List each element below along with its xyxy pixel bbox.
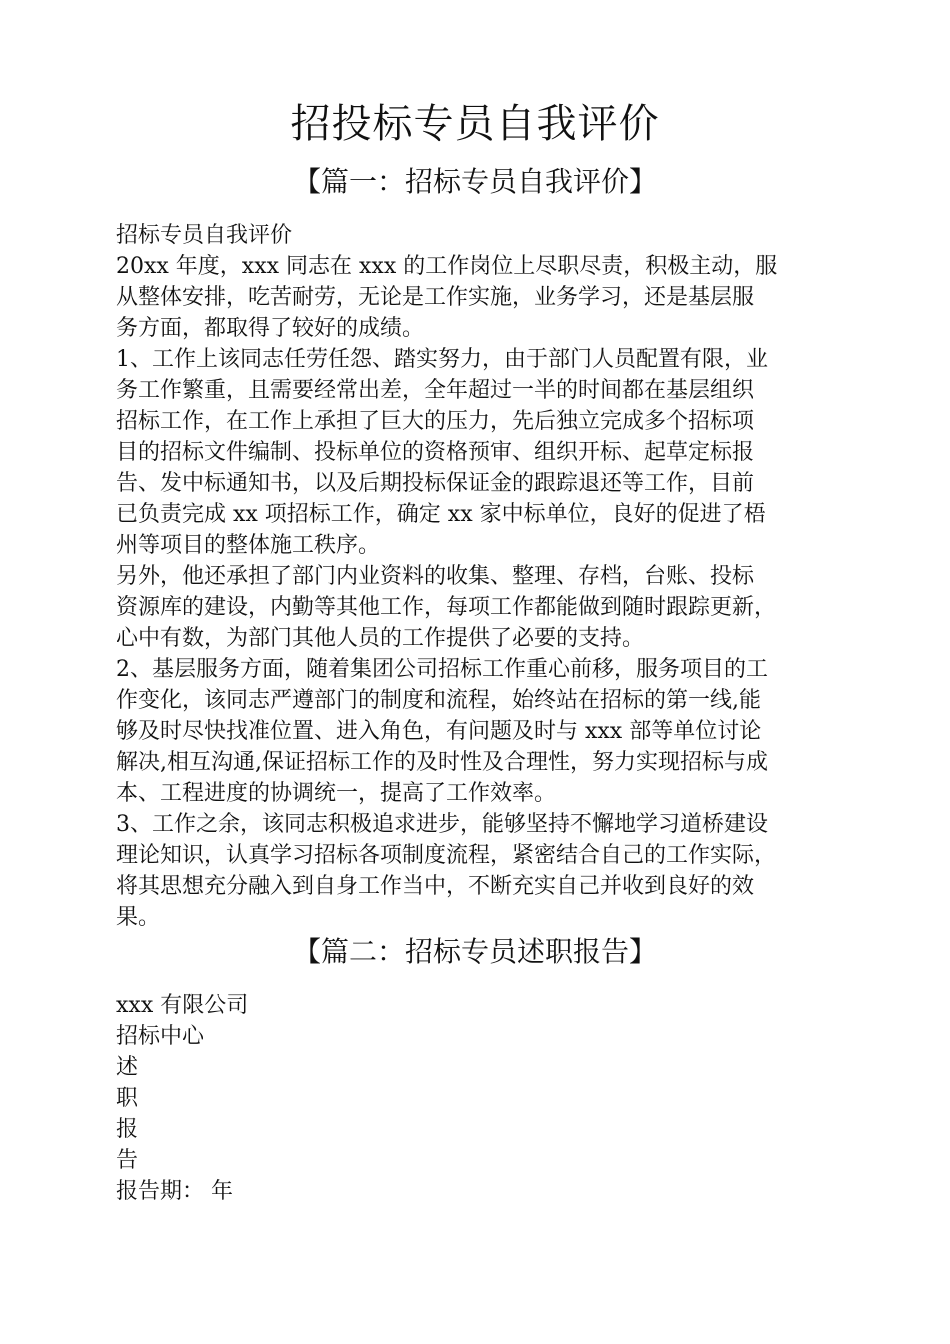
- body-line: 将其思想充分融入到自身工作当中，不断充实自己并收到良好的效: [116, 874, 755, 899]
- body-line: 从整体安排，吃苦耐劳，无论是工作实施，业务学习，还是基层服: [116, 285, 755, 310]
- body-line: 目的招标文件编制、投标单位的资格预审、组织开标、起草定标报: [116, 440, 755, 465]
- body-line: 果。: [116, 905, 161, 930]
- document-title: 招投标专员自我评价: [290, 101, 660, 147]
- body-line: 1、工作上该同志任劳任怨、踏实努力，由于部门人员配置有限，业: [116, 347, 768, 372]
- section-2-heading: 【篇二：招标专员述职报告】: [292, 935, 657, 968]
- body-line: 3、工作之余，该同志积极追求进步，能够坚持不懈地学习道桥建设: [116, 812, 768, 837]
- company-name: xxx 有限公司: [116, 993, 249, 1018]
- body-line: 2、基层服务方面，随着集团公司招标工作重心前移，服务项目的工: [116, 657, 768, 682]
- body-line: 解决,相互沟通,保证招标工作的及时性及合理性，努力实现招标与成: [116, 750, 768, 775]
- body-line: 20xx 年度，xxx 同志在 xxx 的工作岗位上尽职尽责，积极主动，服: [116, 254, 778, 279]
- section-1-heading: 【篇一：招标专员自我评价】: [292, 165, 657, 198]
- body-line: 州等项目的整体施工秩序。: [116, 533, 381, 558]
- body-line: 作变化，该同志严遵部门的制度和流程，始终站在招标的第一线,能: [116, 688, 761, 713]
- body-line: 心中有数，为部门其他人员的工作提供了必要的支持。: [116, 626, 645, 651]
- body-line: 务工作繁重，且需要经常出差，全年超过一半的时间都在基层组织: [116, 378, 755, 403]
- vertical-title-char: 报: [116, 1117, 139, 1142]
- body-line: 招标专员自我评价: [116, 223, 293, 248]
- section-2-body: [116, 990, 851, 1207]
- section-1-body: [116, 220, 851, 933]
- body-line: 本、工程进度的协调统一，提高了工作效率。: [116, 781, 557, 806]
- body-line: 告、发中标通知书，以及后期投标保证金的跟踪退还等工作，目前: [116, 471, 755, 496]
- body-line: 已负责完成 xx 项招标工作，确定 xx 家中标单位，良好的促进了梧: [116, 502, 766, 527]
- body-line: 理论知识，认真学习招标各项制度流程，紧密结合自己的工作实际，: [116, 843, 777, 868]
- body-line: 务方面，都取得了较好的成绩。: [116, 316, 425, 341]
- vertical-title-char: 职: [116, 1086, 139, 1111]
- vertical-title-char: 述: [116, 1055, 139, 1080]
- vertical-title-char: 告: [116, 1148, 139, 1173]
- report-period: 报告期： 年: [116, 1179, 233, 1204]
- body-line: 另外，他还承担了部门内业资料的收集、整理、存档，台账、投标: [116, 564, 755, 589]
- body-line: 够及时尽快找准位置、进入角色，有问题及时与 xxx 部等单位讨论: [116, 719, 762, 744]
- department-name: 招标中心: [116, 1024, 205, 1049]
- body-line: 资源库的建设，内勤等其他工作，每项工作都能做到随时跟踪更新，: [116, 595, 777, 620]
- body-line: 招标工作，在工作上承担了巨大的压力，先后独立完成多个招标项: [116, 409, 755, 434]
